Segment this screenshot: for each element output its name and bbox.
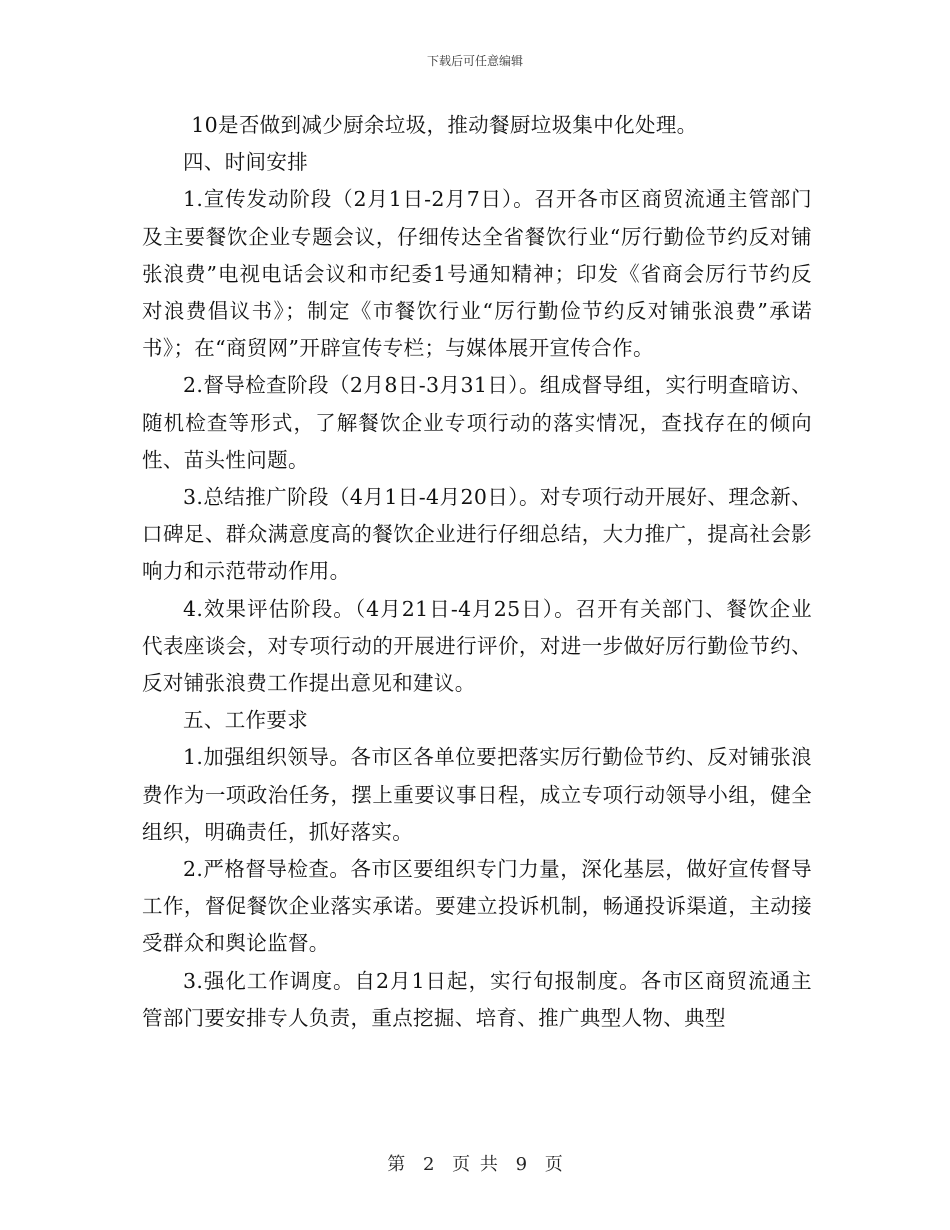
section-heading-requirements: 五、工作要求 [183,708,309,733]
footer-middle: 页 共 [452,1154,498,1175]
page-header-note: 下载后可任意编辑 [426,54,523,68]
footer-suffix: 页 [544,1154,563,1175]
paragraph-publicity-stage: 1.宣传发动阶段（2月1日-2月7日）。召开各市区商贸流通主管部门及主要餐饮企业专题会议，仔细传达全省餐饮行业“厉行勤俭节约反对铺张浪费”电视电话会议和市纪委1号通知精神；印发《省商会厉行节约反对浪费倡议书》；制定《市餐饮行业“厉行勤俭节约反对铺张浪费”承诺书》；在“商贸网”开辟宣传专栏；与媒体展开宣传合作。 [142,187,812,361]
paragraph-continuation: 10是否做到减少厨余垃圾，推动餐厨垃圾集中化处理。 [191,113,698,137]
footer-current-page: 2 [422,1154,435,1175]
paragraph-scheduling: 3.强化工作调度。自2月1日起，实行旬报制度。各市区商贸流通主管部门要安排专人负责，重点挖掘、培育、推广典型人物、典型 [142,968,812,1030]
paragraph-leadership: 1.加强组织领导。各市区各单位要把落实厉行勤俭节约、反对铺张浪费作为一项政治任务，摆上重要议事日程，成立专项行动领导小组，健全组织，明确责任，抓好落实。 [142,745,812,844]
document-body [142,107,812,1037]
paragraph-supervision: 2.严格督导检查。各市区要组织专门力量，深化基层，做好宣传督导工作，督促餐饮企业落实承诺。要建立投诉机制，畅通投诉渠道，主动接受群众和舆论监督。 [142,857,812,956]
paragraph-inspection-stage: 2.督导检查阶段（2月8日-3月31日）。组成督导组，实行明查暗访、随机检查等形式，了解餐饮企业专项行动的落实情况，查找存在的倾向性、苗头性问题。 [142,373,812,472]
footer-prefix: 第 [387,1154,406,1175]
section-heading-schedule: 四、时间安排 [183,150,309,175]
paragraph-evaluation-stage: 4.效果评估阶段。（4月21日-4月25日）。召开有关部门、餐饮企业代表座谈会，对专项行动的开展进行评价，对进一步做好厉行勤俭节约、反对铺张浪费工作提出意见和建议。 [142,596,812,696]
page-number-footer [0,1153,950,1177]
footer-total-pages: 9 [515,1154,528,1175]
paragraph-summary-stage: 3.总结推广阶段（4月1日-4月20日）。对专项行动开展好、理念新、口碑足、群众满意度高的餐饮企业进行仔细总结，大力推广，提高社会影响力和示范带动作用。 [142,485,812,584]
